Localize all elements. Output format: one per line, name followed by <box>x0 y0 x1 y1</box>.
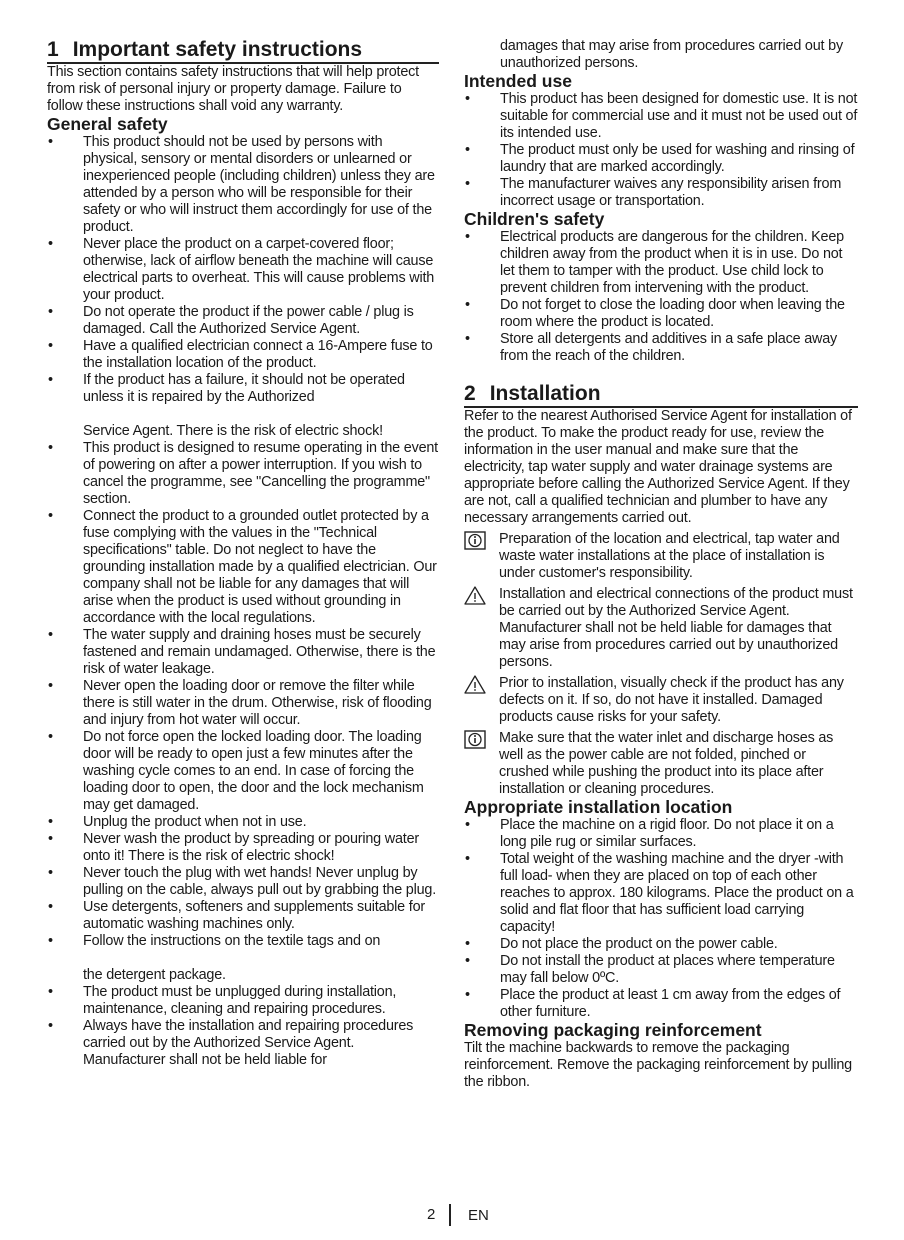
childrens-safety-list <box>464 229 858 365</box>
list-item: • This product should not be used by persons with physical, sensory or mental disorders or unlearned or inexperienced people (including children) unless they are attended by a person who will be responsible for their safety or who will instruct them accordingly for use of the product. <box>48 134 435 235</box>
section-2-intro: Refer to the nearest Authorised Service Agent for installation of the product. To make the product ready for use, review the information in the user manual and make sure that the electricity, tap water supply and water drainage systems are appropriate before calling the Authorized Service Agent. If they are not, call a qualified technician and plumber to have any necessary arrangements carried out. <box>464 408 852 526</box>
intended-use-heading: Intended use <box>464 71 572 91</box>
footer-divider <box>449 1204 451 1226</box>
info-icon <box>464 531 486 550</box>
list-item: • The product must be unplugged during installation, maintenance, cleaning and repairing procedures. <box>48 984 397 1017</box>
warning-note: Installation and electrical connections of the product must be carried out by the Authorized Service Agent. Manufacturer shall not be held liable for damages that may arise from procedures carried out by unauthorized persons. <box>464 586 858 671</box>
list-item: • Do not forget to close the loading door when leaving the room where the product is located. <box>465 297 845 330</box>
list-item: • This product has been designed for domestic use. It is not suitable for commercial use and it must not be used out of its intended use. <box>465 91 858 141</box>
list-item: • The water supply and draining hoses must be securely fastened and remain undamaged. Otherwise, there is the risk of water leakage. <box>48 627 436 677</box>
right-column <box>464 38 858 1091</box>
general-safety-heading: General safety <box>47 114 168 134</box>
list-item: • Do not place the product on the power cable. <box>465 936 778 952</box>
list-item: • Never touch the plug with wet hands! Never unplug by pulling on the cable, always pull out by grabbing the plug. <box>48 865 437 898</box>
list-item: • Use detergents, softeners and supplements suitable for automatic washing machines only. <box>48 899 425 932</box>
section-2-heading <box>464 382 858 408</box>
section-title: Installation <box>489 382 601 405</box>
list-item: • Never place the product on a carpet-covered floor; otherwise, lack of airflow beneath the machine will cause electrical parts to overheat. This will cause problems with your product. <box>48 236 435 303</box>
list-item: • Have a qualified electrician connect a 16-Ampere fuse to the installation location of the product. <box>48 338 433 371</box>
list-item: • Place the product at least 1 cm away from the edges of other furniture. <box>465 987 841 1020</box>
list-item: • Follow the instructions on the textile tags and on the detergent package. <box>48 933 381 983</box>
list-item: • The product must only be used for washing and rinsing of laundry that are marked accordingly. <box>465 142 855 175</box>
language-code: EN <box>468 1207 489 1224</box>
list-item: • Do not install the product at places where temperature may fall below 0ºC. <box>465 953 835 986</box>
list-item: • Electrical products are dangerous for the children. Keep children away from the product when it is in use. Do not let them to tamper with the product. Use child lock to prevent children from intervening with the product. <box>465 229 844 296</box>
list-item: • Connect the product to a grounded outlet protected by a fuse complying with the values in the "Technical specifications" table. Do not neglect to have the grounding installation made by a qualified electrician. Our company shall not be liable for any damages that will arise when the product is used without grounding in accordance with the local regulations. <box>48 508 437 626</box>
section-1-intro: This section contains safety instructions that will help protect from risk of personal injury or property damage. Failure to follow these instructions shall void any warranty. <box>47 64 419 114</box>
info-icon <box>464 730 486 749</box>
packaging-text: Tilt the machine backwards to remove the packaging reinforcement. Remove the packaging reinforcement by pulling the ribbon. <box>464 1040 852 1090</box>
list-item: • Unplug the product when not in use. <box>48 814 307 830</box>
left-column <box>47 38 439 1069</box>
section-number: 2 <box>464 382 476 405</box>
list-item: • Always have the installation and repairing procedures carried out by the Authorized Service Agent. Manufacturer shall not be held liable for <box>48 1018 414 1068</box>
installation-location-list <box>464 817 858 1021</box>
intended-use-list <box>464 91 858 210</box>
general-safety-list <box>47 134 439 1069</box>
list-item: • Place the machine on a rigid floor. Do not place it on a long pile rug or similar surfaces. <box>465 817 834 850</box>
list-item: • Never wash the product by spreading or pouring water onto it! There is the risk of electric shock! <box>48 831 419 864</box>
childrens-safety-heading: Children's safety <box>464 209 605 229</box>
section-title: Important safety instructions <box>72 38 363 61</box>
section-1-heading <box>47 38 439 64</box>
continuation-text: damages that may arise from procedures carried out by unauthorized persons. <box>500 38 843 71</box>
list-item: • Total weight of the washing machine and the dryer -with full load- when they are placed on top of each other reaches to approx. 180 kilograms. Place the product on a solid and flat floor that has sufficient load carrying capacity! <box>465 851 854 935</box>
list-item: • Store all detergents and additives in a safe place away from the reach of the children. <box>465 331 837 364</box>
warning-icon <box>464 586 486 605</box>
info-note: Preparation of the location and electrical, tap water and waste water installations at the place of installation is under customer's responsibility. <box>464 531 858 582</box>
list-item: • If the product has a failure, it should not be operated unless it is repaired by the Authorized Service Agent. There is the risk of electric shock! <box>48 372 405 439</box>
warning-icon <box>464 675 486 694</box>
packaging-heading: Removing packaging reinforcement <box>464 1020 762 1040</box>
list-item: • The manufacturer waives any responsibility arisen from incorrect usage or transportation. <box>465 176 842 209</box>
list-item: • Do not operate the product if the power cable / plug is damaged. Call the Authorized Service Agent. <box>48 304 414 337</box>
list-item: • Never open the loading door or remove the filter while there is still water in the drum. Otherwise, risk of flooding and injury from hot water will occur. <box>48 678 432 728</box>
warning-note: Prior to installation, visually check if the product has any defects on it. If so, do not have it installed. Damaged products cause risks for your safety. <box>464 675 858 726</box>
page-footer <box>0 1204 904 1228</box>
list-item: • Do not force open the locked loading door. The loading door will be ready to open just a few minutes after the washing cycle comes to an end. In case of forcing the loading door to open, the door and the lock mechanism may get damaged. <box>48 729 424 813</box>
section-number: 1 <box>47 38 59 61</box>
info-note: Make sure that the water inlet and discharge hoses as well as the power cable are not folded, pinched or crushed while pushing the product into its place after installation or cleaning procedures. <box>464 730 858 798</box>
page-number: 2 <box>427 1206 436 1223</box>
installation-location-heading: Appropriate installation location <box>464 797 733 817</box>
list-item: • This product is designed to resume operating in the event of powering on after a power interruption. If you wish to cancel the programme, see "Cancelling the programme" section. <box>48 440 438 507</box>
